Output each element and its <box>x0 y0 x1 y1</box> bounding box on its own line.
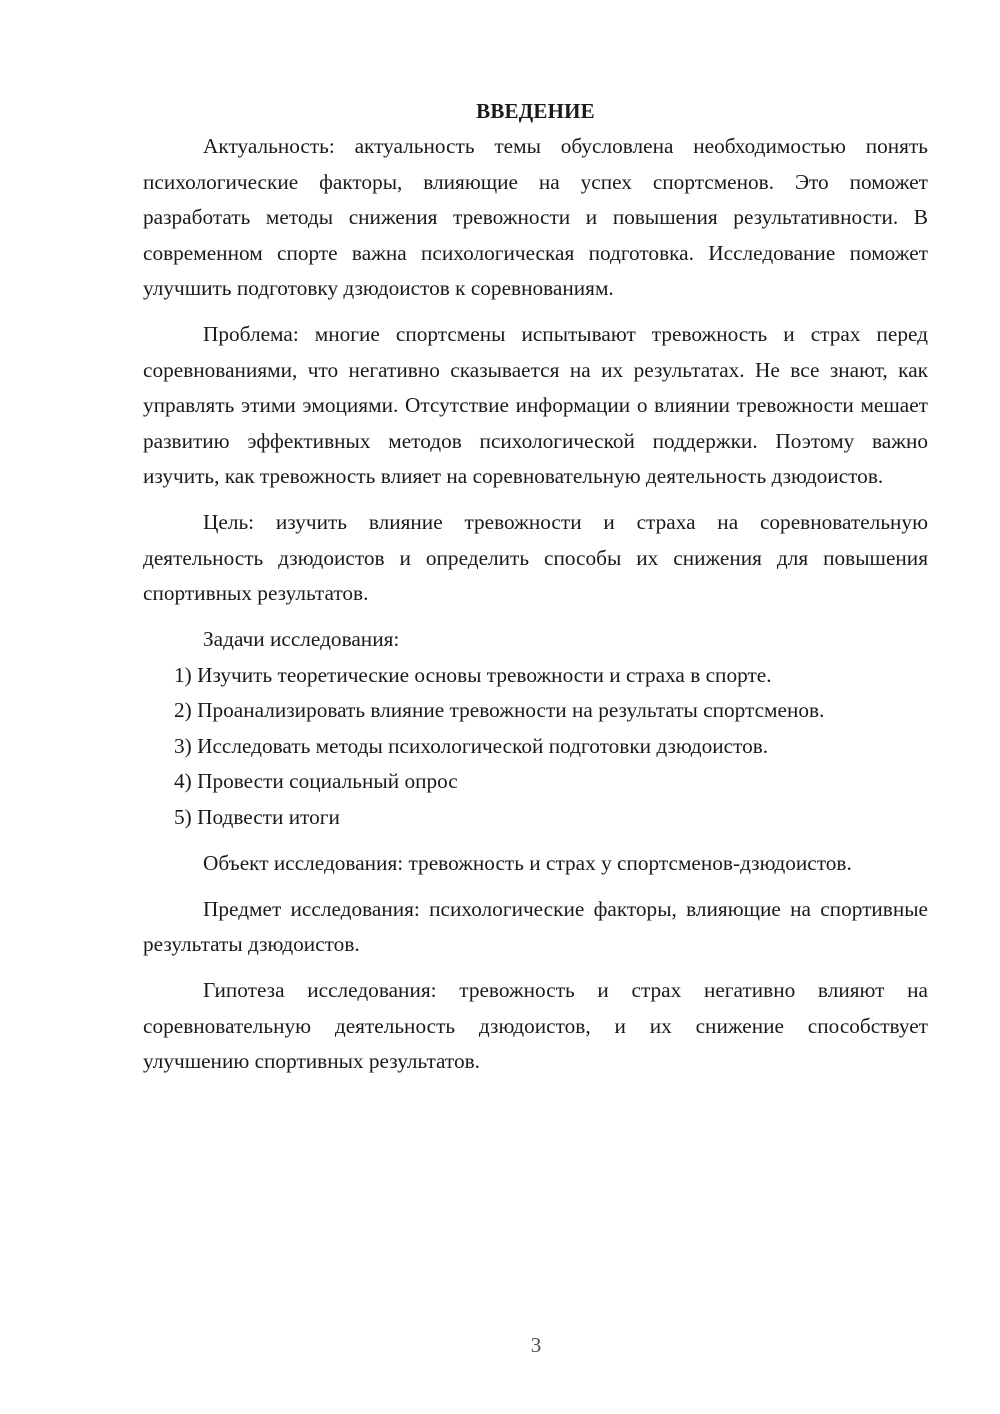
paragraph-problem: Проблема: многие спортсмены испытывают тревожность и страх перед соревнованиями, что негативно сказывается на их результатах. Не все знают, как управлять этими эмоциями. Отсутствие информации о влиянии тревожности мешает развитию эффективных методов психологической поддержки. Поэтому важно изучить, как тревожность влияет на соревновательную деятельность дзюдоистов. <box>143 322 928 488</box>
task-item: 3) Исследовать методы психологической подготовки дзюдоистов. <box>174 733 769 758</box>
paragraph-object: Объект исследования: тревожность и страх у спортсменов-дзюдоистов. <box>203 850 852 875</box>
task-item: 1) Изучить теоретические основы тревожности и страха в спорте. <box>174 662 772 687</box>
task-item: 2) Проанализировать влияние тревожности на результаты спортсменов. <box>174 698 825 722</box>
page-number: 3 <box>530 1333 542 1357</box>
task-item: 5) Подвести итоги <box>174 804 340 829</box>
tasks-list <box>143 658 928 836</box>
paragraph-relevance: Актуальность: актуальность темы обусловлена необходимостью понять психологические факторы, влияющие на успех спортсменов. Это поможет разработать методы снижения тревожности и повышения результативности. В современном спорте важна психологическая подготовка. Исследование поможет улучшить подготовку дзюдоистов к соревнованиям. <box>143 134 928 300</box>
paragraph-hypothesis: Гипотеза исследования: тревожность и страх негативно влияют на соревновательную деятельность дзюдоистов, и их снижение способствует улучшению спортивных результатов. <box>143 978 928 1073</box>
task-item: 4) Провести социальный опрос <box>174 769 458 793</box>
section-heading: ВВЕДЕНИЕ <box>476 99 595 123</box>
page-content <box>143 94 928 1080</box>
paragraph-subject: Предмет исследования: психологические факторы, влияющие на спортивные результаты дзюдоистов. <box>143 896 928 956</box>
paragraph-goal: Цель: изучить влияние тревожности и страха на соревновательную деятельность дзюдоистов и определить способы их снижения для повышения спортивных результатов. <box>143 510 928 605</box>
tasks-title: Задачи исследования: <box>203 627 400 651</box>
